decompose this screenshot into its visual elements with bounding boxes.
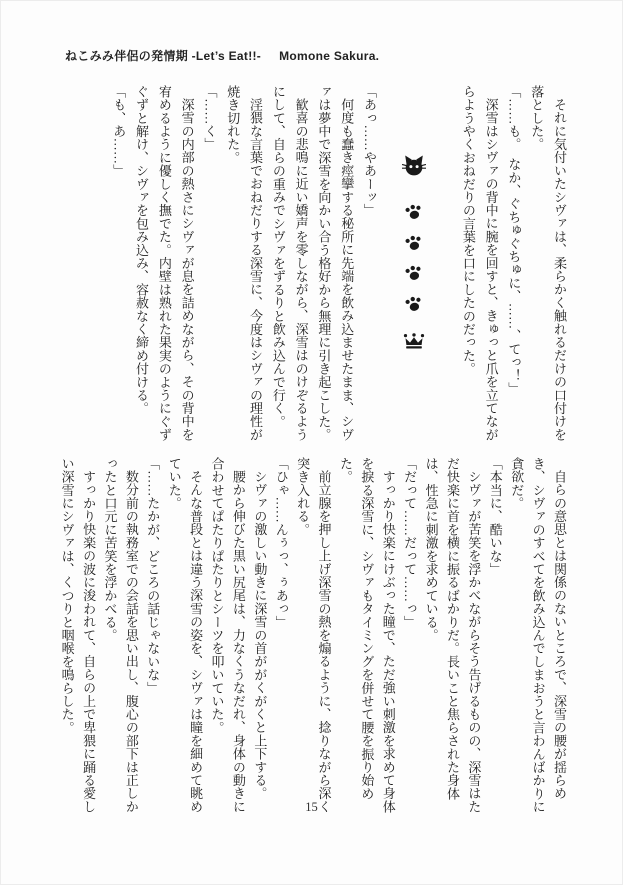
paw-print-icon xyxy=(402,296,426,312)
dialogue-line: 「……たかが、どころの話じゃないな」 xyxy=(145,457,161,695)
dialogue-line: 「……も。 なか、ぐちゅぐちゅに、……、てっ！」 xyxy=(506,85,522,396)
paragraph: 自らの意思とは関係のないところで、深雪の腰が揺らめき、シヴァのすべてを飲み込んでしまおうと言わんばかりに貪欲だ。 xyxy=(509,457,567,814)
author-name: Momone Sakura. xyxy=(279,49,380,63)
upper-text-block xyxy=(55,85,570,447)
decoration-column xyxy=(402,85,426,447)
crown-icon xyxy=(402,333,426,350)
paragraph: 深雪の内部の熱さにシヴァが息を詰めながら、その背中を宥めるように優しく撫でた。内壁は熟れた果実のようにぐずぐずと解け、シヴァを包み込み、容赦なく締め付ける。 xyxy=(134,85,195,442)
dialogue-line: 「も、あ……」 xyxy=(111,85,127,178)
paragraph: すっかり快楽の波に浚われて、自らの上で卑猥に踊る愛しい深雪にシヴァは、くつりと咽喉を鳴らした。 xyxy=(59,457,97,814)
dialogue-line: 「本当に、酷いな」 xyxy=(487,457,503,576)
dialogue-line: 「ひゃ……んぅっ、ぅあっ」 xyxy=(273,457,289,629)
paragraph: シヴァが苦笑を浮かべながらそう告げるものの、深雪はただ快楽に首を横に振るばかりだ。長いこと焦らされた身体は、性急に刺激を求めている。 xyxy=(423,457,482,814)
cat-face-icon xyxy=(402,155,426,177)
paragraph: シヴァの激しい動きに深雪の首ががくがくと上下する。 xyxy=(252,470,268,800)
paragraph: 歓喜の悲鳴に近い嬌声を零しながら、深雪はのけぞるようにして、自らの重みでシヴァをずるりと飲み込んで行く。 xyxy=(270,85,309,442)
paragraph: 前立腺を押し上げ深雪の熱を煽るように、捻りながら深く突き入れる。 xyxy=(295,457,332,814)
paw-print-icon xyxy=(402,204,426,220)
page-number: 15 xyxy=(305,800,318,814)
paragraph: 深雪はシヴァの背中に腕を回すと、きゅっと爪を立てながらようやくおねだりの言葉を口にしたのだった。 xyxy=(460,85,499,442)
paragraph: 数分前の執務室での会話を思い出し、腹心の部下は正しかったと口元に苦笑を浮かべる。 xyxy=(102,457,139,814)
paw-print-icon xyxy=(402,265,426,281)
dialogue-line: 「あっ……やあーッ」 xyxy=(362,85,378,217)
paragraph: 何度も蠢き痙攣する秘所に先端を飲み込ませたまま、シヴァは夢中で深雪を向かい合う格好から無理に引き起こした。 xyxy=(316,85,355,442)
paw-print-icon xyxy=(402,235,426,251)
paragraph: 腰から伸びた黒い尻尾は、力なくうなだれ、身体の動きに合わせてぱたりぱたりとシーツを叩いていた。 xyxy=(209,457,246,814)
paragraph: それに気付いたシヴァは、柔らかく触れるだけの口付けを落とした。 xyxy=(529,85,567,442)
lower-text-block xyxy=(55,457,570,819)
paragraph: そんな普段とは違う深雪の姿を、シヴァは瞳を細めて眺めていた。 xyxy=(166,457,204,814)
dialogue-line: 「だって……だって……っ」 xyxy=(402,457,418,629)
paragraph: すっかり快楽にけぶった瞳で、ただ強い刺激を求めて身体を捩る深雪に、シヴァもタイミングを併せて腰を振り始めた。 xyxy=(337,457,396,814)
dialogue-line: 「……く」 xyxy=(202,85,218,151)
page-header xyxy=(65,47,379,64)
paragraph: 淫猥な言葉でおねだりする深雪に、今度はシヴァの理性が焼き切れた。 xyxy=(225,85,264,442)
book-title: ねこみみ伴侶の発情期 -Let’s Eat!!- xyxy=(65,49,262,63)
